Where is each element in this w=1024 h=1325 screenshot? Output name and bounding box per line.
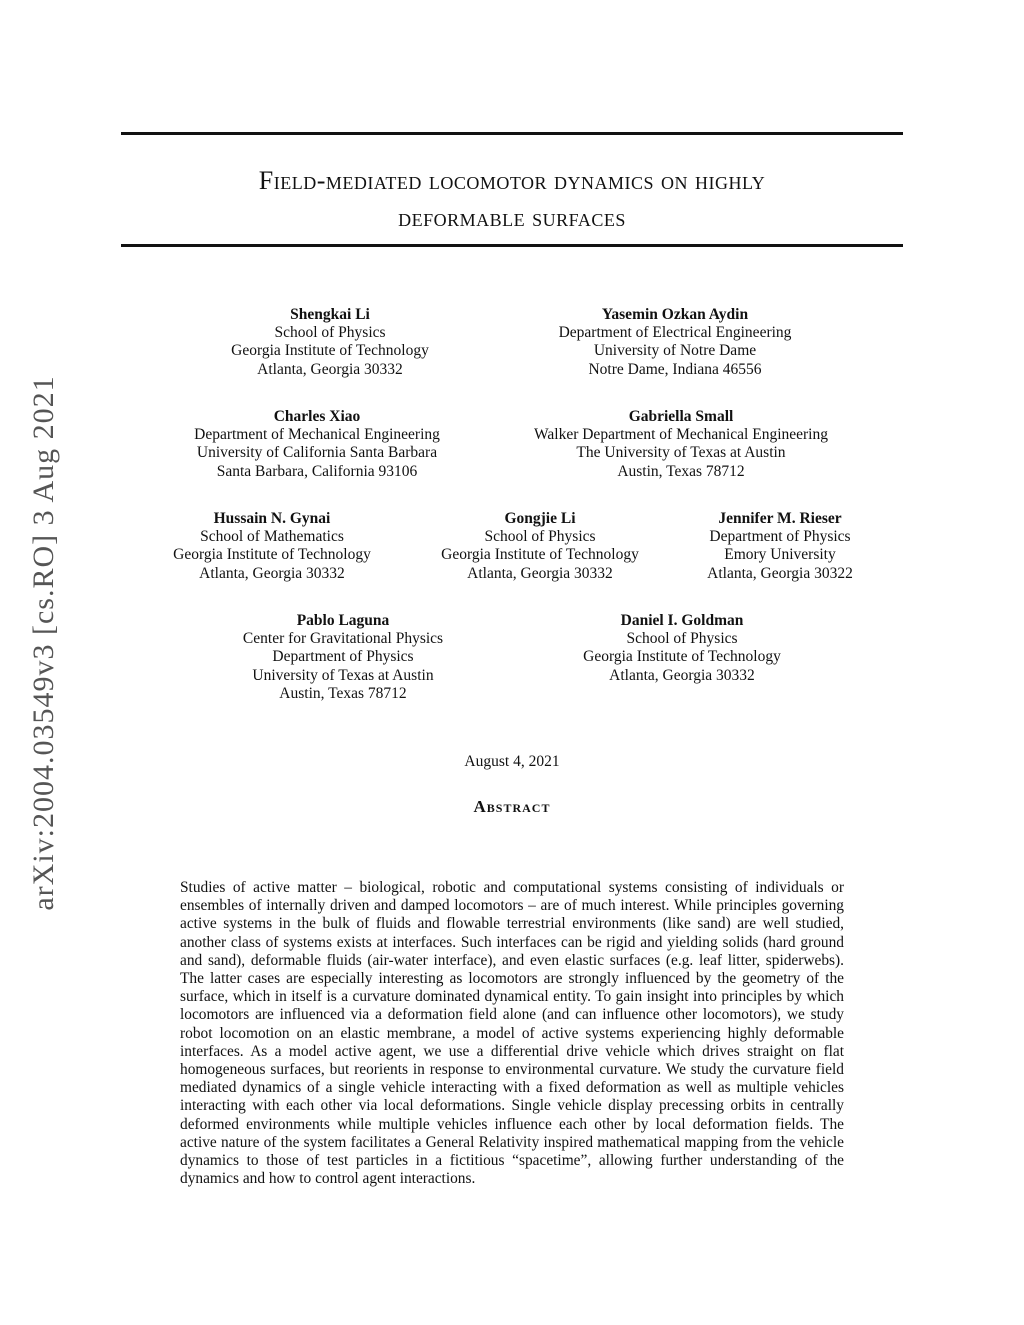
author-name: Jennifer M. Rieser [718, 510, 842, 527]
author-affiliation-line: Georgia Institute of Technology [231, 342, 429, 360]
author-affiliation-line: Department of Electrical Engineering [558, 324, 792, 342]
author-affiliation-line: Department of Mechanical Engineering [194, 426, 440, 444]
author-affiliation-line: Austin, Texas 78712 [617, 462, 745, 480]
author-name: Pablo Laguna [296, 612, 390, 629]
author-name: Daniel I. Goldman [620, 612, 744, 629]
author-affiliation-line: Center for Gravitational Physics [242, 630, 444, 648]
author-name: Shengkai Li [290, 306, 370, 323]
title-line-1: Field-mediated locomotor dynamics on highly [258, 166, 766, 195]
author-affiliation-line: Santa Barbara, California 93106 [216, 462, 418, 480]
author-affiliation-line: School of Physics [484, 528, 596, 546]
author-block [534, 408, 828, 481]
author-affiliation-line: School of Physics [274, 324, 386, 342]
author-block [583, 612, 781, 685]
author-affiliation-line: Atlanta, Georgia 30332 [609, 666, 755, 684]
abstract-heading: Abstract [473, 797, 551, 816]
author-block [707, 510, 853, 583]
author-affiliation-line: University of Notre Dame [593, 342, 757, 360]
author-name: Gongjie Li [504, 510, 576, 527]
author-affiliation-line: Walker Department of Mechanical Engineering [534, 426, 828, 444]
author-block [173, 510, 371, 583]
author-affiliation-line: Atlanta, Georgia 30332 [467, 564, 613, 582]
author-affiliation-line: School of Physics [626, 630, 738, 648]
author-affiliation-line: Notre Dame, Indiana 46556 [588, 360, 762, 378]
title-top-rule [121, 132, 903, 135]
arxiv-identifier: arXiv:2004.03549v3 [cs.RO] 3 Aug 2021 [27, 375, 60, 911]
author-affiliation-line: University of California Santa Barbara [196, 444, 438, 462]
author-name: Hussain N. Gynai [213, 510, 331, 527]
author-affiliation-line: Atlanta, Georgia 30322 [707, 564, 853, 582]
author-affiliation-line: The University of Texas at Austin [576, 444, 786, 462]
author-affiliation-line: Georgia Institute of Technology [441, 546, 639, 564]
author-affiliation-line: Austin, Texas 78712 [279, 684, 407, 702]
author-block [559, 306, 792, 379]
abstract-text: Studies of active matter – biological, robotic and computational systems consisting of individuals or ensembles of internally driven and damped locomotors – are of much interest. While principles governing active systems in the bulk of fluids and flowable terrestrial environments (like sand) are well studied, another class of systems exists at interfaces. Such interfaces can be rigid and yielding solids (hard ground and sand), deformable fluids (air-water interface), and even elastic surfaces (e.g. leaf litter, spiderwebs). The latter cases are especially interesting as locomotors are strongly influenced by the geometry of the surface, which in itself is a curvature dominated dynamical entity. To gain insight into principles by which locomotors are influenced via a deformation field alone (and can influence other locomotors), we study robot locomotion on an elastic membrane, a model of active systems experiencing highly deformable interfaces. As a model active agent, we use a differential drive vehicle which drives straight on flat homogeneous surfaces, but reorients in response to environmental curvature. We study the curvature field mediated dynamics of a single vehicle interacting with a fixed deformation as well as multiple vehicles interacting with each other via local deformations. Single vehicle display precessing orbits in centrally deformed environments while multiple vehicles influence each other by local deformation fields. The active nature of the system facilitates a General Relativity inspired mathematical mapping from the vehicle dynamics to those of test particles in a fictitious “spacetime”, allowing further understanding of the dynamics and how to control agent interactions. [180, 879, 844, 1188]
author-block [194, 408, 440, 481]
author-name: Charles Xiao [273, 408, 361, 425]
author-affiliation-line: Department of Physics [272, 648, 414, 666]
author-affiliation-line: Atlanta, Georgia 30332 [199, 564, 345, 582]
author-block [243, 612, 443, 703]
author-affiliation-line: Georgia Institute of Technology [173, 546, 371, 564]
author-affiliation-line: University of Texas at Austin [252, 666, 434, 684]
author-affiliation-line: Atlanta, Georgia 30332 [257, 360, 403, 378]
title-line-2: deformable surfaces [398, 203, 626, 232]
title-bottom-rule [121, 244, 903, 247]
publication-date: August 4, 2021 [464, 753, 560, 770]
author-name: Yasemin Ozkan Aydin [601, 306, 749, 323]
paper-title [121, 162, 903, 236]
author-block [441, 510, 639, 583]
author-name: Gabriella Small [628, 408, 734, 425]
author-affiliation-line: Emory University [724, 546, 836, 564]
author-affiliation-line: Department of Physics [709, 528, 851, 546]
author-affiliation-line: School of Mathematics [200, 528, 344, 546]
author-affiliation-line: Georgia Institute of Technology [583, 648, 781, 666]
author-block [231, 306, 429, 379]
